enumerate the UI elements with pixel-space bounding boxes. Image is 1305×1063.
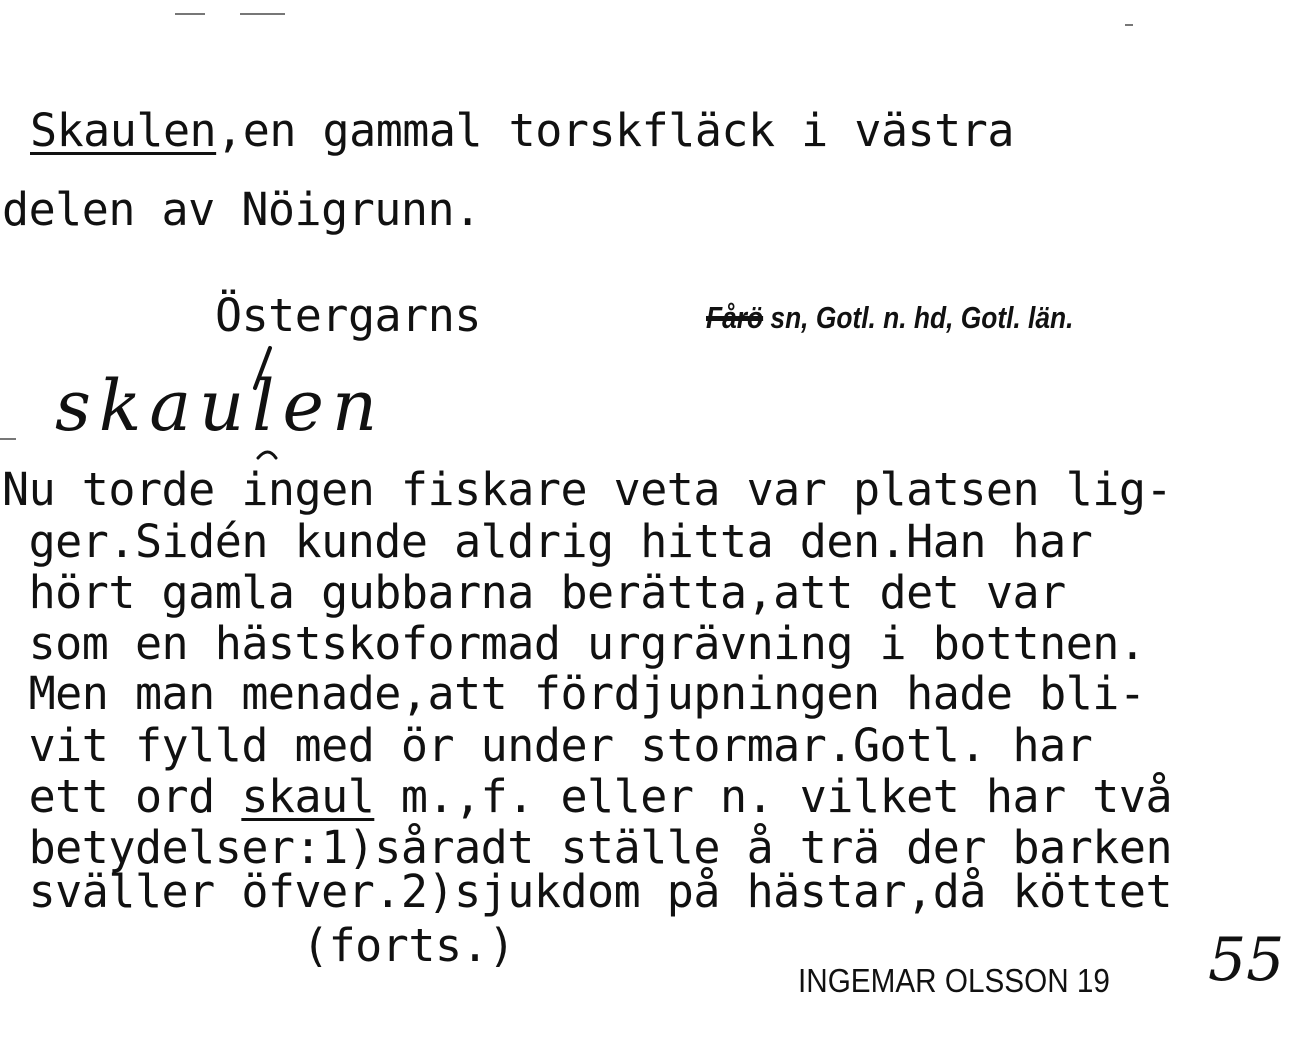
body-line: som en hästskoformad urgrävning i bottnen. bbox=[2, 617, 1146, 670]
keyword-skaulen: Skaulen bbox=[30, 104, 217, 157]
heading-line-1-rest: ,en gammal torskfläck i västra bbox=[216, 104, 1014, 157]
keyword-skaul: skaul bbox=[241, 770, 375, 823]
body-line: Nu torde ingen fiskare veta var platsen lig- bbox=[2, 463, 1173, 516]
handwritten-year: 55 bbox=[1208, 925, 1285, 995]
body-line: sväller öfver.2)sjukdom på hästar,då köttet bbox=[2, 865, 1173, 918]
handwritten-word: skaulen bbox=[55, 365, 386, 447]
body-line: hört gamla gubbarna berätta,att det var bbox=[2, 566, 1066, 619]
printed-location-text: sn, Gotl. n. hd, Gotl. län. bbox=[763, 300, 1074, 335]
struck-parish-word: Fårö bbox=[706, 300, 764, 335]
body-line-7-end: m.,f. eller n. vilket har två bbox=[374, 770, 1173, 823]
author-stamp: INGEMAR OLSSON 19 bbox=[798, 962, 1110, 999]
parish-name: Östergarns bbox=[215, 289, 481, 342]
continued-note: (forts.) bbox=[302, 919, 515, 972]
body-line: Men man menade,att fördjupningen hade bli- bbox=[2, 667, 1146, 720]
body-line: ger.Sidén kunde aldrig hitta den.Han har bbox=[2, 515, 1093, 568]
heading-line-2: delen av Nöigrunn. bbox=[2, 183, 481, 236]
body-line-7-start: ett ord bbox=[2, 770, 242, 823]
body-line bbox=[2, 771, 1172, 823]
body-line: vit fylld med ör under stormar.Gotl. har bbox=[2, 719, 1093, 772]
body-line: betydelser:1)såradt ställe å trä der barken bbox=[2, 821, 1173, 874]
